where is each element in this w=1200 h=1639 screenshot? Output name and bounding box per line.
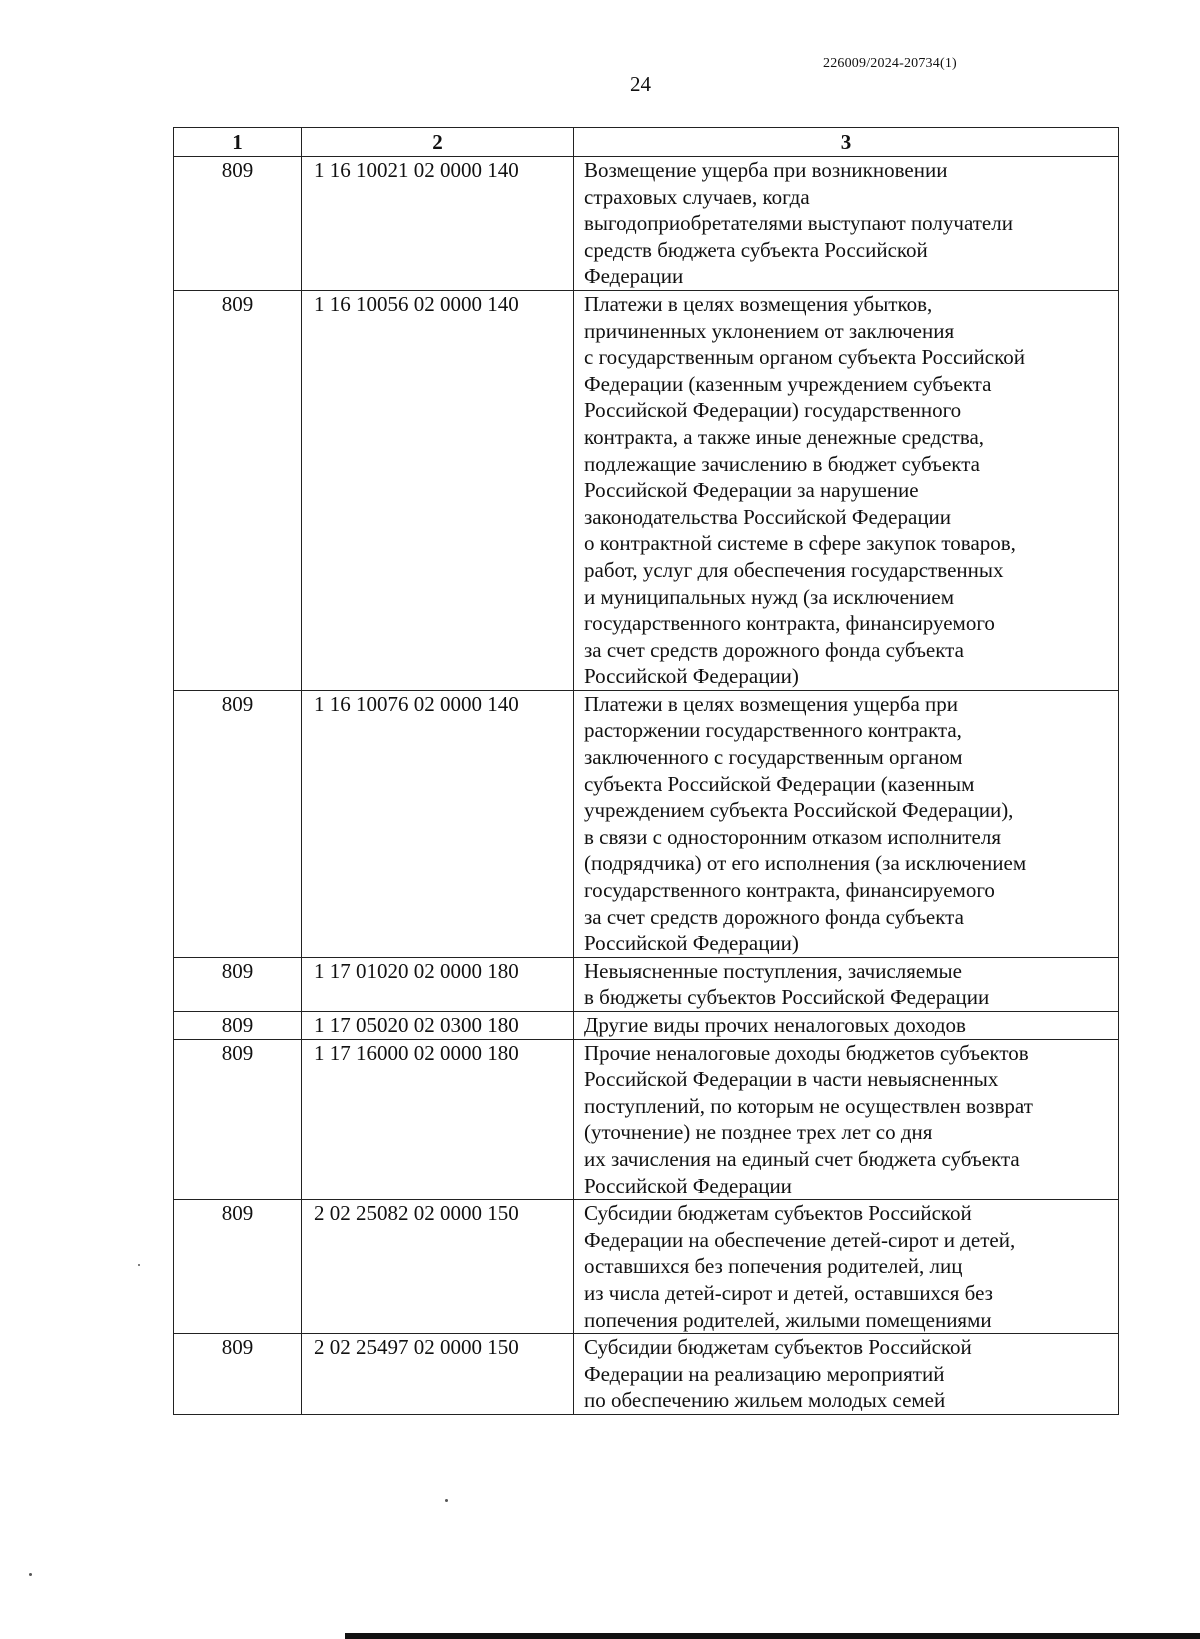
description-line: из числа детей-сирот и детей, оставшихся без bbox=[584, 1280, 993, 1305]
description-line: (уточнение) не позднее трех лет со дня bbox=[584, 1120, 933, 1145]
description-line: Федерации на обеспечение детей-сирот и детей, bbox=[584, 1227, 1016, 1252]
revenue-description-cell bbox=[574, 290, 1119, 690]
table-row bbox=[174, 290, 1119, 690]
description-line: Федерации bbox=[584, 264, 684, 289]
description-line: Субсидии бюджетам субъектов Российской bbox=[584, 1201, 972, 1226]
description-line: страховых случаев, когда bbox=[584, 184, 810, 209]
description-line: средств бюджета субъекта Российской bbox=[584, 237, 928, 262]
table-body bbox=[174, 157, 1119, 1415]
description-line: Российской Федерации) bbox=[584, 664, 799, 689]
description-line: о контрактной системе в сфере закупок товаров, bbox=[584, 531, 1016, 556]
description-line: государственного контракта, финансируемого bbox=[584, 611, 995, 636]
description-line: за счет средств дорожного фонда субъекта bbox=[584, 904, 964, 929]
description-line: Федерации (казенным учреждением субъекта bbox=[584, 371, 992, 396]
description-line: попечения родителей, жилыми помещениями bbox=[584, 1307, 992, 1332]
description-line: Российской Федерации bbox=[584, 1173, 792, 1198]
revenue-description-cell bbox=[574, 1012, 1119, 1040]
revenue-description-cell bbox=[574, 1334, 1119, 1415]
table-row bbox=[174, 1334, 1119, 1415]
description-line: работ, услуг для обеспечения государственных bbox=[584, 557, 1004, 582]
description-line: расторжении государственного контракта, bbox=[584, 718, 962, 743]
description-line: Российской Федерации в части невыясненных bbox=[584, 1067, 999, 1092]
description-line: законодательства Российской Федерации bbox=[584, 504, 952, 529]
revenue-description-cell bbox=[574, 157, 1119, 291]
revenue-description-cell bbox=[574, 1039, 1119, 1200]
admin-code-cell: 809 bbox=[174, 1039, 302, 1200]
description-line: Российской Федерации) bbox=[584, 931, 799, 956]
table-row bbox=[174, 1200, 1119, 1334]
description-line: Российской Федерации) государственного bbox=[584, 398, 962, 423]
column-header-1: 1 bbox=[174, 128, 302, 157]
admin-code-cell: 809 bbox=[174, 957, 302, 1011]
budget-classification-code-cell: 1 17 16000 02 0000 180 bbox=[302, 1039, 574, 1200]
revenue-codes-table bbox=[173, 127, 1119, 1415]
budget-classification-code-cell: 1 16 10076 02 0000 140 bbox=[302, 690, 574, 957]
description-line: заключенного с государственным органом bbox=[584, 745, 963, 770]
description-line: учреждением субъекта Российской Федерации), bbox=[584, 798, 1014, 823]
description-line: подлежащие зачислению в бюджет субъекта bbox=[584, 451, 980, 476]
description-line: контракта, а также иные денежные средства, bbox=[584, 424, 985, 449]
scan-speck bbox=[138, 1264, 140, 1266]
table-row bbox=[174, 957, 1119, 1011]
budget-classification-code-cell: 1 17 01020 02 0000 180 bbox=[302, 957, 574, 1011]
budget-classification-code-cell: 1 16 10056 02 0000 140 bbox=[302, 290, 574, 690]
description-line: за счет средств дорожного фонда субъекта bbox=[584, 637, 964, 662]
admin-code-cell: 809 bbox=[174, 1012, 302, 1040]
revenue-description-cell bbox=[574, 690, 1119, 957]
table-header-row bbox=[174, 128, 1119, 157]
column-header-3: 3 bbox=[574, 128, 1119, 157]
description-line: Возмещение ущерба при возникновении bbox=[584, 158, 948, 182]
description-line: Платежи в целях возмещения ущерба при bbox=[584, 691, 959, 716]
admin-code-cell: 809 bbox=[174, 1200, 302, 1334]
table-row bbox=[174, 690, 1119, 957]
description-line: Невыясненные поступления, зачисляемые bbox=[584, 958, 962, 983]
description-line: Платежи в целях возмещения убытков, bbox=[584, 291, 933, 316]
admin-code-cell: 809 bbox=[174, 1334, 302, 1415]
description-line: в бюджеты субъектов Российской Федерации bbox=[584, 985, 990, 1010]
description-line: субъекта Российской Федерации (казенным bbox=[584, 771, 975, 796]
description-line: с государственным органом субъекта Российской bbox=[584, 345, 1025, 370]
description-line: причиненных уклонением от заключения bbox=[584, 318, 955, 343]
description-line: их зачисления на единый счет бюджета субъекта bbox=[584, 1146, 1020, 1171]
admin-code-cell: 809 bbox=[174, 690, 302, 957]
description-line: по обеспечению жильем молодых семей bbox=[584, 1388, 946, 1413]
budget-classification-code-cell: 1 17 05020 02 0300 180 bbox=[302, 1012, 574, 1040]
table-row bbox=[174, 1039, 1119, 1200]
scan-speck bbox=[29, 1573, 32, 1576]
page-number: 24 bbox=[630, 72, 651, 96]
admin-code-cell: 809 bbox=[174, 157, 302, 291]
description-line: поступлений, по которым не осуществлен возврат bbox=[584, 1093, 1033, 1118]
description-line: Российской Федерации за нарушение bbox=[584, 478, 919, 503]
scan-edge-bar bbox=[345, 1633, 1200, 1639]
admin-code-cell: 809 bbox=[174, 290, 302, 690]
description-line: государственного контракта, финансируемого bbox=[584, 878, 995, 903]
description-line: Прочие неналоговые доходы бюджетов субъектов bbox=[584, 1040, 1029, 1065]
budget-classification-code-cell: 1 16 10021 02 0000 140 bbox=[302, 157, 574, 291]
description-line: оставшихся без попечения родителей, лиц bbox=[584, 1254, 963, 1279]
column-header-2: 2 bbox=[302, 128, 574, 157]
description-line: выгодоприобретателями выступают получатели bbox=[584, 211, 1013, 236]
table-row bbox=[174, 1012, 1119, 1040]
document-registration-number: 226009/2024-20734(1) bbox=[823, 56, 957, 71]
table-row bbox=[174, 157, 1119, 291]
description-line: Субсидии бюджетам субъектов Российской bbox=[584, 1335, 972, 1360]
description-line: в связи с односторонним отказом исполнителя bbox=[584, 824, 1001, 849]
scan-speck bbox=[445, 1499, 448, 1502]
description-line: (подрядчика) от его исполнения (за исключением bbox=[584, 851, 1027, 876]
budget-classification-code-cell: 2 02 25082 02 0000 150 bbox=[302, 1200, 574, 1334]
description-line: и муниципальных нужд (за исключением bbox=[584, 584, 954, 609]
description-line: Другие виды прочих неналоговых доходов bbox=[584, 1013, 966, 1037]
revenue-description-cell bbox=[574, 1200, 1119, 1334]
description-line: Федерации на реализацию мероприятий bbox=[584, 1361, 945, 1386]
revenue-description-cell bbox=[574, 957, 1119, 1011]
budget-classification-code-cell: 2 02 25497 02 0000 150 bbox=[302, 1334, 574, 1415]
